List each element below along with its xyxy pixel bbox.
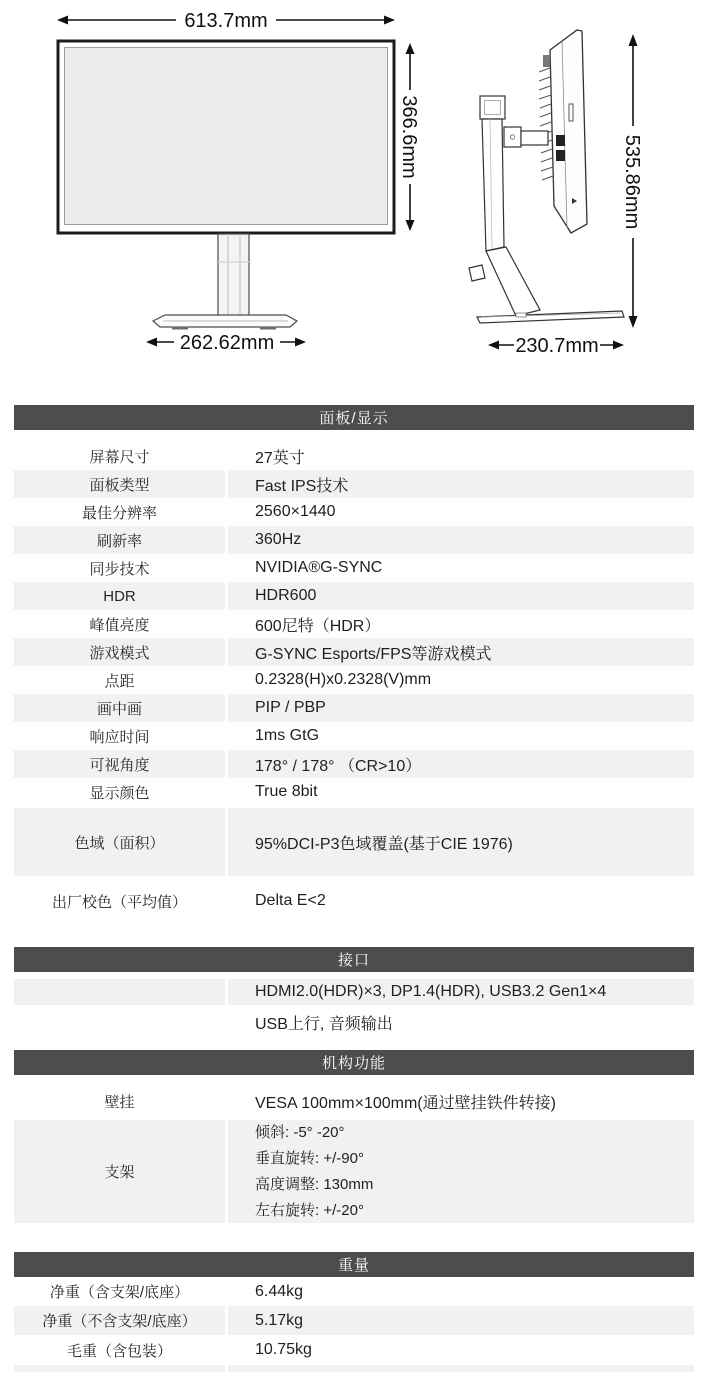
arrowhead-down-icon <box>406 220 415 231</box>
spec-row <box>14 1277 694 1306</box>
spec-value: 600尼特（HDR） <box>255 617 381 635</box>
spec-label: 峰值亮度 <box>89 616 150 634</box>
spec-row <box>14 470 694 498</box>
front-height-label: 366.6mm <box>398 95 420 179</box>
spec-label: 壁挂 <box>104 1094 135 1111</box>
spec-value: HDMI2.0(HDR)×3, DP1.4(HDR), USB3.2 Gen1×4 <box>228 979 694 1005</box>
spec-label: 刷新率 <box>14 526 225 554</box>
spec-row <box>14 666 694 694</box>
arrowhead-right-icon <box>613 341 624 350</box>
dimension-diagrams <box>0 0 708 400</box>
spec-row <box>14 498 694 526</box>
arrowhead-up-icon <box>629 34 638 46</box>
section-header-mechanical <box>14 1050 694 1075</box>
arrowhead-up-icon <box>406 43 415 54</box>
vent-block <box>543 55 550 67</box>
spec-value: True 8bit <box>255 783 318 800</box>
side-stand <box>469 96 624 323</box>
spec-value: VESA 100mm×100mm(通过壁挂铁件转接) <box>255 1095 556 1112</box>
stand-spec-line: 垂直旋转: +/-90° <box>255 1149 364 1167</box>
spec-label: 画中画 <box>14 694 225 722</box>
spec-label: 屏幕尺寸 <box>89 448 150 466</box>
spec-label: 净重（含支架/底座） <box>49 1284 190 1301</box>
spec-label: 净重（不含支架/底座） <box>14 1306 225 1335</box>
arrowhead-left-icon <box>146 338 157 347</box>
diagram-canvas <box>0 0 708 400</box>
spec-label: 出厂校色（平均值） <box>51 893 187 911</box>
spec-value: 5.17kg <box>228 1306 694 1335</box>
spec-row <box>14 1306 694 1335</box>
spec-row <box>14 610 694 638</box>
spec-label: 显示颜色 <box>89 784 150 802</box>
spec-value: 0.2328(H)x0.2328(V)mm <box>255 671 432 688</box>
arrowhead-right-icon <box>384 16 395 25</box>
spec-label: 游戏模式 <box>14 638 225 666</box>
spec-label: HDR <box>14 582 225 610</box>
spec-row <box>14 1083 694 1120</box>
section-header-panel-display <box>14 405 694 430</box>
spec-value: G-SYNC Esports/FPS等游戏模式 <box>228 638 694 666</box>
section-header-weight <box>14 1252 694 1277</box>
spec-row <box>14 876 694 926</box>
spec-value: PIP / PBP <box>228 694 694 722</box>
spec-label: 毛重（含包装） <box>66 1342 172 1360</box>
spec-label: 响应时间 <box>89 728 150 746</box>
section-title: 接口 <box>337 952 370 969</box>
spec-row <box>14 554 694 582</box>
spec-row <box>14 778 694 806</box>
spec-row <box>14 722 694 750</box>
monitor-screen <box>65 48 388 225</box>
spec-value: 178° / 178° （CR>10） <box>228 750 694 778</box>
spec-label: 可视角度 <box>14 750 225 778</box>
stand-spec-line: 高度调整: 130mm <box>255 1175 374 1193</box>
arrowhead-left-icon <box>488 341 499 350</box>
section-header-ports <box>14 947 694 972</box>
stand-spec-line: 倾斜: -5° -20° <box>255 1123 345 1141</box>
spec-row <box>14 750 694 778</box>
spec-row <box>14 808 694 876</box>
front-width-label: 613.7mm <box>184 10 268 32</box>
spec-value: HDR600 <box>228 582 694 610</box>
spec-value: 1ms GtG <box>255 727 320 744</box>
spec-value: 2560×1440 <box>255 503 336 520</box>
spec-value <box>228 1365 694 1372</box>
spec-row <box>14 979 694 1005</box>
spec-value: 360Hz <box>228 526 694 554</box>
spec-row <box>14 1120 694 1223</box>
spec-value: Delta E<2 <box>255 892 326 909</box>
spec-label: 最佳分辨率 <box>81 504 157 522</box>
arrowhead-left-icon <box>57 16 68 25</box>
spec-row <box>14 582 694 610</box>
spec-value: 27英寸 <box>255 449 305 467</box>
spec-row <box>14 442 694 470</box>
spec-row <box>14 694 694 722</box>
front-base-width-label: 262.62mm <box>179 332 275 354</box>
spec-value: NVIDIA®G-SYNC <box>255 559 383 576</box>
spec-label <box>14 1005 225 1039</box>
spec-value: 95%DCI-P3色域覆盖(基于CIE 1976) <box>228 808 694 876</box>
section-title: 机构功能 <box>321 1055 386 1072</box>
front-view-diagram <box>57 10 420 354</box>
spec-label: 点距 <box>104 672 135 690</box>
spec-label: 同步技术 <box>89 560 150 578</box>
spec-row <box>14 638 694 666</box>
stand-spec-line: 左右旋转: +/-20° <box>255 1201 364 1219</box>
spec-value: 6.44kg <box>255 1282 304 1300</box>
spec-value: 10.75kg <box>255 1341 312 1358</box>
spec-label: 面板类型 <box>14 470 225 498</box>
spec-label <box>14 979 225 1005</box>
side-panel <box>550 30 587 233</box>
arrowhead-down-icon <box>629 316 638 328</box>
spec-row <box>14 1005 694 1039</box>
side-depth-label: 230.7mm <box>515 335 599 357</box>
usb-port-icon <box>556 150 565 161</box>
spec-value <box>228 1120 694 1223</box>
spec-row <box>14 1335 694 1365</box>
spec-row-partial <box>14 1365 694 1372</box>
front-stand-base <box>153 315 297 330</box>
side-view-diagram <box>469 30 643 357</box>
spec-row <box>14 526 694 554</box>
spec-label <box>14 1365 225 1372</box>
spec-label: 色域（面积） <box>14 808 225 876</box>
usb-port-icon <box>556 135 565 146</box>
spec-value: USB上行, 音频输出 <box>255 1015 393 1033</box>
section-title: 面板/显示 <box>319 410 389 427</box>
arrowhead-right-icon <box>295 338 306 347</box>
front-stand-neck <box>218 234 249 318</box>
section-title: 重量 <box>337 1257 370 1274</box>
spec-label: 支架 <box>14 1120 225 1223</box>
side-height-label: 535.86mm <box>621 134 643 230</box>
spec-value: Fast IPS技术 <box>228 470 694 498</box>
